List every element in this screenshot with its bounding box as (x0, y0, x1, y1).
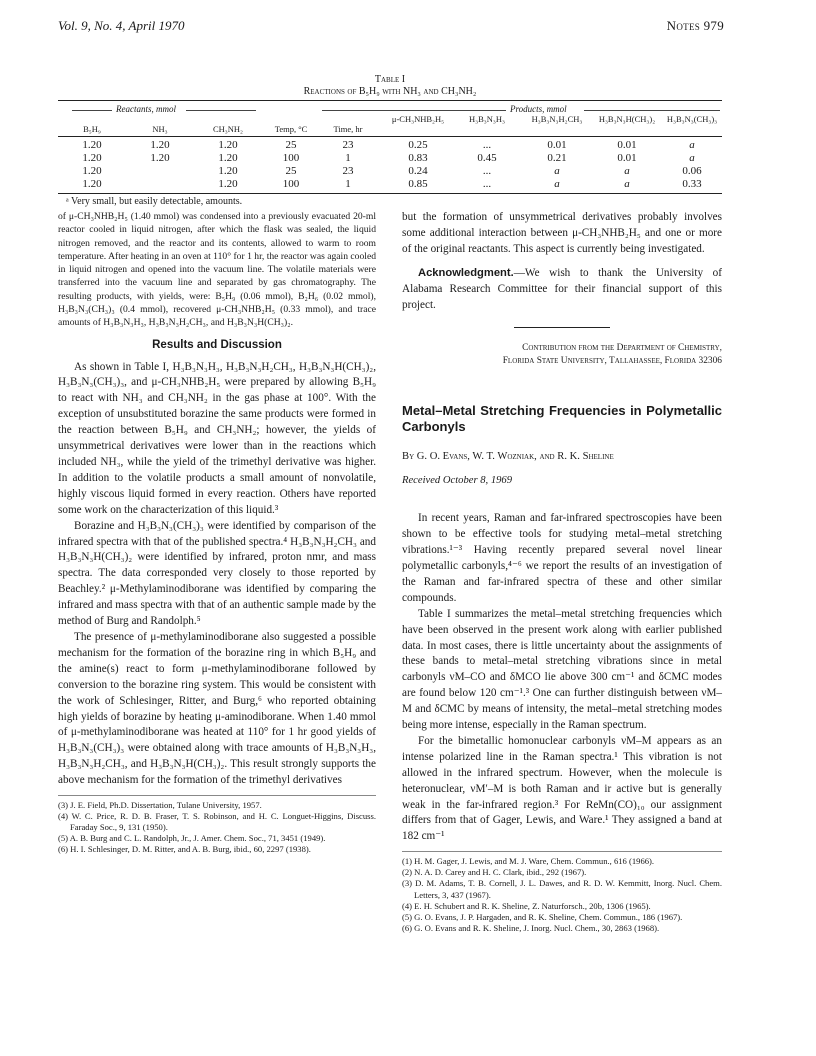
col-header-methylaminodiborane: μ-CH₃NHB₂H₅ (391, 114, 445, 124)
table-cell: 0.06 (682, 165, 702, 177)
section-heading: Results and Discussion (152, 338, 282, 351)
article-authors: By G. O. Evans, W. T. Wozniak, and R. K. Sheline (402, 451, 614, 463)
table-cell: 100 (282, 152, 300, 164)
table-caption: Reactions of B₅H₉ with NH₃ and CH₃NH₂ (303, 86, 477, 97)
acknowledgment (402, 266, 722, 314)
reference-item: (5) G. O. Evans, J. P. Hargaden, and R. K. Sheline, Chem. Commun., 186 (1967). (402, 911, 683, 922)
contribution-line-2: Florida State University, Tallahassee, Florida 32306 (502, 355, 722, 366)
results-paragraph-3: The presence of μ-methylaminodiborane also suggested a possible mechanism for the formation of the borazine ring in which B₅H₉ and the amine(s) react to form μ-methylaminodiborane followed by conversion to the borazine ring system. This would be consistent with the work of Schlesinger, Ritter, and Burg,⁶ who reported obtaining high yields of borazine by heating μ-aminodiborane. When 1.40 mmol of μ-methylaminodiborane was heated at 110° for 1 hr good yields of H₃B₃N₃(CH₃)₃ were obtained along with trace amounts of H₃B₃N₃H₃, H₃B₃N₃H₂CH₃, and H₃B₃N₃H(CH₃)₂. This result strongly supports the above mechanism for the formation of the trimethyl derivatives (58, 630, 376, 787)
table-cell: 0.24 (408, 165, 428, 177)
table-cell: 23 (342, 139, 354, 151)
table-cell: 1 (345, 152, 351, 164)
table-cell: ... (482, 178, 492, 190)
reference-item: (3) D. M. Adams, T. B. Cornell, J. L. Dawes, and R. D. W. Kemmitt, Inorg. Nucl. Chem. Letters, 3, 437 (1967). (402, 878, 722, 900)
acknowledgment-label: Acknowledgment. (418, 266, 514, 279)
reactants-brace-left (72, 110, 112, 111)
table-number: Table I (374, 74, 406, 85)
experimental-continuation: of μ-CH₃NHB₂H₅ (1.40 mmol) was condensed into a previously evacuated 20-ml reactor cooled in liquid nitrogen, after which the flask was sealed, the liquid nitrogen removed, and the reactor and its contents, allowed to warm to room temperature. After heating in an oven at 110° for 1 hr, the reactor was again cooled in liquid nitrogen and opened into the vacuum line. The volatile materials were transferred into the vacuum line and separated by gas chromatography. The resulting products, with yields, were: B₅H₉ (0.06 mmol), B₂H₆ (0.02 mmol), H₃B₃N₃(CH₃)₃ (0.4 mmol), recovered μ-CH₃NHB₂H₅ (0.33 mmol), and trace amounts of H₃B₃N₃H₃, H₃B₃N₃H₂CH₃, and H₃B₃N₃H(CH₃)₂. (58, 211, 376, 329)
products-brace-left (322, 110, 506, 111)
col-header-dimethylborazine: H₃B₃N₃H(CH₃)₂ (598, 114, 656, 124)
table-cell: a (624, 165, 630, 177)
col-header-time: Time, hr (333, 124, 363, 134)
table-cell: 0.33 (682, 178, 702, 190)
table-cell: 25 (285, 139, 297, 151)
col-header-ch3nh2: CH₃NH₂ (212, 124, 243, 134)
table-cell: 25 (285, 165, 297, 177)
table-cell: 0.01 (617, 139, 637, 151)
reference-item: (3) J. E. Field, Ph.D. Dissertation, Tulane University, 1957. (58, 800, 262, 811)
table-cell: 1 (345, 178, 351, 190)
table-cell: a (554, 178, 560, 190)
left-column (58, 210, 376, 856)
article-paragraph-2: Table I summarizes the metal–metal stretching frequencies which have been observed in the present work along with earlier published data. In most cases, there is little uncertainty about the assignments of these bands to metal–metal stretching vibrations since in metal carbonyls νM–CO and δMCO lie above 300 cm⁻¹ and δCMC modes are found below 120 cm⁻¹.³ One can further distinguish between νM–M and δCMC by means of intensity, the metal–metal stretching modes being more intense, especially in the Raman spectrum. (402, 607, 722, 732)
discussion-continuation: but the formation of unsymmetrical derivatives probably involves some additional interaction between μ-CH₃NHB₂H₅ and one or more of the original reactants. This aspect is currently being investigated. (402, 211, 722, 255)
col-header-temp: Temp, °C (274, 124, 308, 134)
results-paragraph-2: Borazine and H₃B₃N₃(CH₃)₃ were identified by comparison of the infrared spectra with that of the published spectra.⁴ H₃B₃N₃H₂CH₃ and H₃B₃N₃H(CH₃)₂ were identified by infrared, proton nmr, and mass spectra. The data corresponded very closely to those reported by Beachley.² μ-Methylaminodiborane was identified by comparing the infrared and mass spectra with that of an authentic sample made by the method of Burg and Randolph.⁵ (58, 519, 376, 628)
reactants-brace-right (186, 110, 256, 111)
article-paragraph-1: In recent years, Raman and far-infrared spectroscopies have been shown to be effective tools for studying metal–metal stretching vibrations.¹⁻³ Having recently prepared several novel linear polymetallic carbonyls,⁴⁻⁶ we report the results of an investigation of the Raman and far-infrared spectra of these and other similar compounds. (402, 512, 722, 604)
reference-item: (2) N. A. D. Carey and H. C. Clark, ibid., 292 (1967). (402, 867, 587, 878)
received-date: Received October 8, 1969 (402, 475, 513, 487)
col-header-trimethylborazine: H₃B₃N₃(CH₃)₃ (666, 114, 718, 124)
table-cell: a (689, 152, 695, 164)
table-cell: a (554, 165, 560, 177)
table-cell: 0.01 (547, 139, 567, 151)
reference-item: (5) A. B. Burg and C. L. Randolph, Jr., J. Amer. Chem. Soc., 71, 3451 (1949). (58, 833, 326, 844)
table-cell: 0.83 (408, 152, 428, 164)
table-cell: ... (482, 139, 492, 151)
products-group-label: Products, mmol (510, 104, 567, 114)
table-bottom-rule (58, 193, 722, 194)
table-cell: 0.01 (617, 152, 637, 164)
table-cell: 0.45 (477, 152, 497, 164)
table-header-rule (58, 136, 722, 137)
table-cell: a (624, 178, 630, 190)
table-cell: 23 (342, 165, 354, 177)
reference-item: (4) E. H. Schubert and R. K. Sheline, Z. Naturforsch., 20b, 1306 (1965). (402, 900, 651, 911)
results-paragraph-1: As shown in Table I, H₃B₃N₃H₃, H₃B₃N₃H₂CH₃, H₃B₃N₃H(CH₃)₂, H₃B₃N₃(CH₃)₃, and μ-CH₃NHB₂H₅ were prepared by allowing B₅H₉ to react with NH₃ and CH₃NH₂ in the gas phase at 100°. With the exception of unsubstituted borazine the same products were formed in the reaction between B₅H₉ and CH₃NH₂; however, the yields of unsymmetrical derivatives were lower than in the reactions which included NH₃, while the yield of the trimethyl derivative was higher. In addition to the volatile products a small amount of nonvolatile, highly viscous liquid formed in every reaction. Others have reported some work on the characterization of this liquid.³ (58, 360, 376, 516)
col-header-borazine: H₃B₃N₃H₃ (469, 114, 505, 124)
table-title (58, 74, 722, 98)
table-cell: 1.20 (218, 152, 238, 164)
table-top-rule (58, 100, 722, 101)
table-cell: 100 (282, 178, 300, 190)
article-paragraph-3: For the bimetallic homonuclear carbonyls νM–M appears as an intense polarized line in the Raman spectra.¹ This vibration is not allowed in the infrared spectrum. However, when the molecule is heteronuclear, νM′–M is both Raman and ir active but is generally weak in the far-infrared region.³ For ReMn(CO)₁₀ our assignment differs from that of Gager, Lewis, and Ware.¹ They assigned a band at 182 cm⁻¹ (402, 734, 722, 843)
table-cell: 1.20 (218, 178, 238, 190)
reference-item: (6) G. O. Evans and R. K. Sheline, J. Inorg. Nucl. Chem., 30, 2863 (1968). (402, 922, 660, 933)
table-footnote: ᵃ Very small, but easily detectable, amounts. (66, 196, 243, 207)
article-separator (514, 327, 610, 328)
contribution-line-1: Contribution from the Department of Chemistry, (522, 343, 722, 354)
right-column (402, 210, 722, 934)
reference-item: (4) W. C. Price, R. D. B. Fraser, T. S. Robinson, and H. C. Longuet-Higgins, Discuss. Faraday Soc., 9, 131 (1950). (58, 811, 376, 833)
table-cell: 0.25 (408, 139, 428, 151)
article-title: Metal–Metal Stretching Frequencies in Polymetallic Carbonyls (402, 403, 722, 435)
col-header-nh3: NH₃ (152, 124, 168, 134)
col-header-methylborazine: H₃B₃N₃H₂CH₃ (531, 114, 583, 124)
table-cell: 1.20 (218, 139, 238, 151)
table-cell: 1.20 (82, 139, 102, 151)
reference-item: (6) H. I. Schlesinger, D. M. Ritter, and A. B. Burg, ibid., 60, 2297 (1938). (58, 844, 311, 855)
table-cell: 0.85 (408, 178, 428, 190)
table-cell: 1.20 (218, 165, 238, 177)
table-cell: 1.20 (150, 152, 170, 164)
products-brace-right (584, 110, 720, 111)
reactants-group-label: Reactants, mmol (116, 104, 176, 114)
acknowledgment-text: —We wish to thank the University of Alabama Research Committee for their financial support of this project. (402, 266, 722, 311)
reference-item: (1) H. M. Gager, J. Lewis, and M. J. Ware, Chem. Commun., 616 (1966). (402, 856, 655, 867)
table-cell: 1.20 (150, 139, 170, 151)
left-references (58, 795, 376, 855)
table-cell: ... (482, 165, 492, 177)
table-cell: 0.21 (547, 152, 567, 164)
right-references (402, 851, 722, 934)
table-cell: 1.20 (82, 152, 102, 164)
table-cell: 1.20 (82, 178, 102, 190)
table-cell: 1.20 (82, 165, 102, 177)
running-header-left: Vol. 9, No. 4, April 1970 (58, 18, 185, 33)
col-header-b5h9: B₅H₉ (83, 124, 101, 134)
table-cell: a (689, 139, 695, 151)
running-header-right: Notes 979 (666, 18, 724, 33)
